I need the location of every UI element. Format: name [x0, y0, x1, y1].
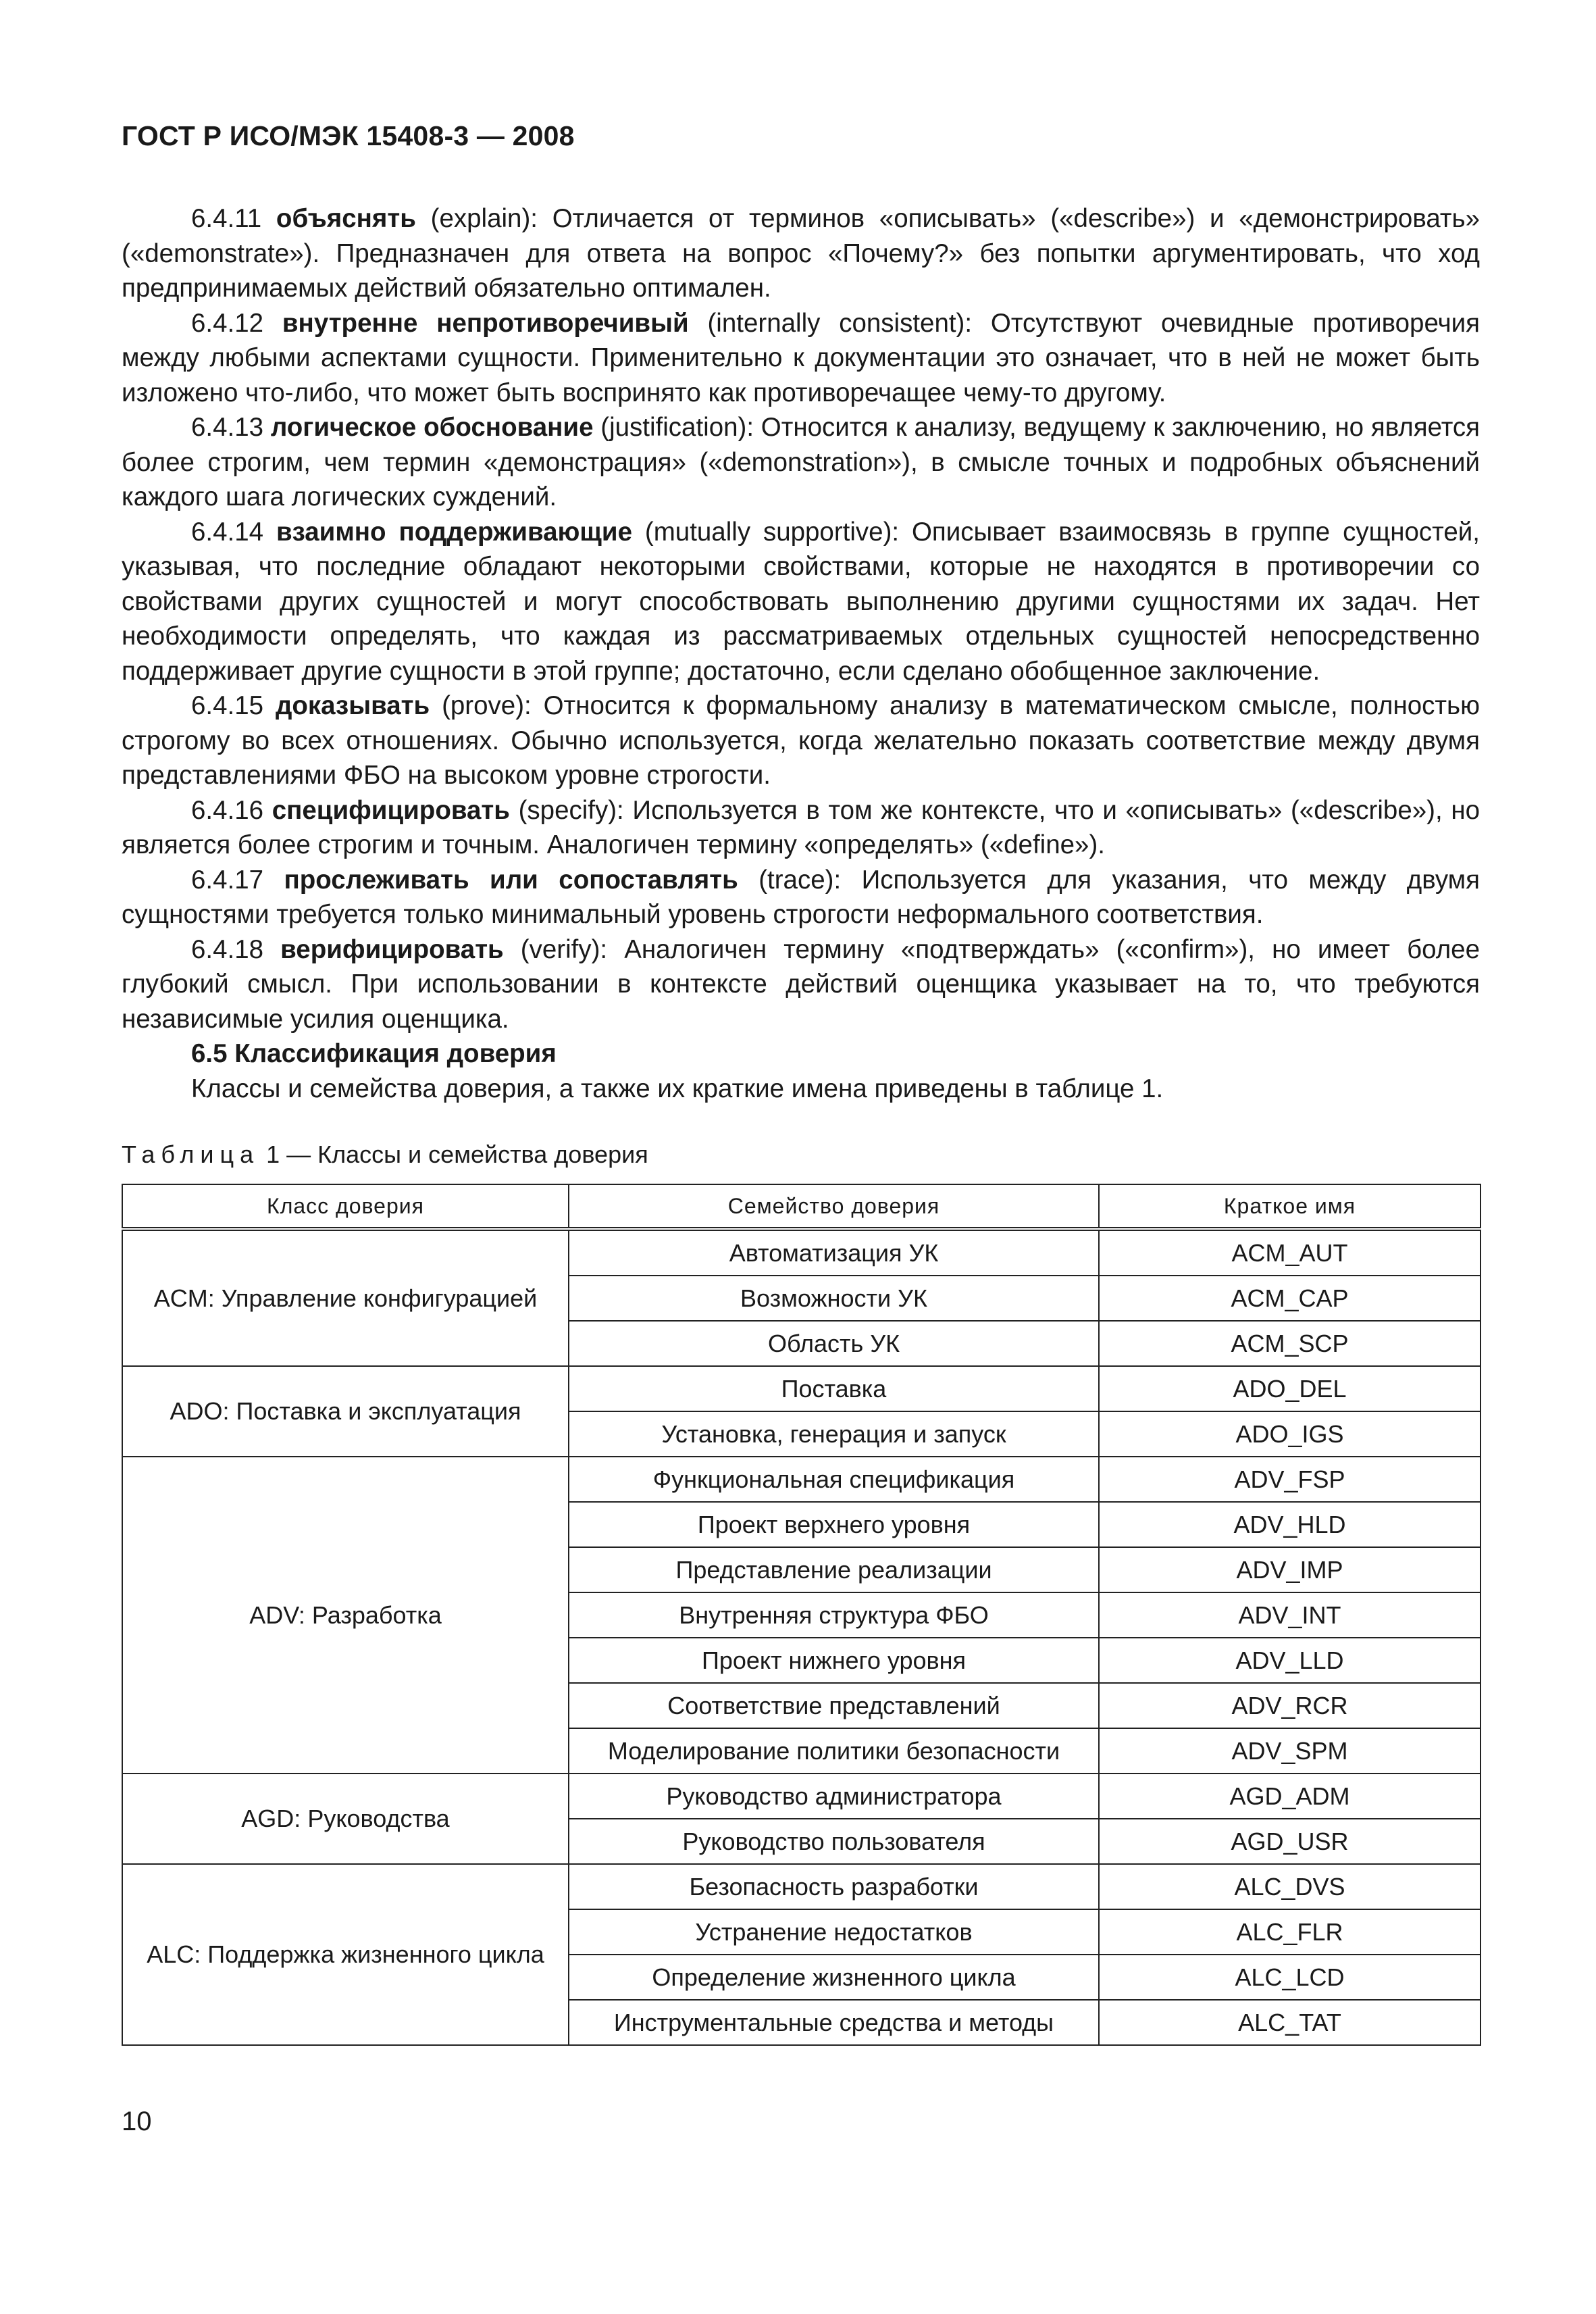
header-family: Семейство доверия: [569, 1184, 1099, 1229]
definition-paragraph: [122, 515, 1480, 689]
definition-term: объяснять: [276, 204, 416, 233]
definition-term: логическое обоснование: [270, 413, 594, 442]
short-name-cell: ACM_CAP: [1099, 1276, 1481, 1321]
assurance-family-cell: Инструментальные средства и методы: [569, 2000, 1099, 2045]
table-caption-text: 1 — Классы и семейства доверия: [259, 1140, 648, 1168]
definition-paragraph: [122, 793, 1480, 863]
short-name-cell: ADV_INT: [1099, 1592, 1481, 1638]
definition-text: (explain): Отличается от терминов «описывать» («describe») и «демонстрировать» («demonstrate»). Предназначен для ответа на вопрос «Почему?» без попытки аргументировать, что ход предпринимаемых действий обязательно оптимален.: [122, 204, 1481, 303]
assurance-family-cell: Проект верхнего уровня: [569, 1502, 1099, 1547]
definition-number: 6.4.14: [191, 517, 264, 547]
table-row: [122, 1366, 1481, 1411]
section-paragraph: Классы и семейства доверия, а также их краткие имена приведены в таблице 1.: [191, 1074, 1164, 1103]
definition-term: прослеживать или сопоставлять: [284, 865, 738, 895]
short-name-cell: ADO_DEL: [1099, 1366, 1481, 1411]
definition-paragraph: [122, 410, 1480, 515]
definition-paragraph: [122, 863, 1480, 932]
short-name-cell: ADV_SPM: [1099, 1728, 1481, 1774]
definition-term: специфицировать: [272, 795, 510, 825]
short-name-cell: ALC_DVS: [1099, 1864, 1481, 1909]
definition-text: (justification): Относится к анализу, ведущему к заключению, но является более строгим, чем термин «демонстрация» («demonstration»), в смысле точных и подробных объяснений каждого шага логических суждений.: [122, 413, 1481, 511]
header-class: Класс доверия: [122, 1184, 569, 1229]
short-name-cell: ADV_HLD: [1099, 1502, 1481, 1547]
definition-paragraph: [122, 932, 1480, 1037]
assurance-class-cell: AGD: Руководства: [122, 1774, 569, 1864]
table-caption-label: Таблица: [122, 1140, 260, 1168]
short-name-cell: AGD_ADM: [1099, 1774, 1481, 1819]
definition-number: 6.4.18: [191, 934, 264, 964]
definition-paragraph: [122, 201, 1480, 306]
definition-text: (verify): Аналогичен термину «подтверждать» («confirm»), но имеет более глубокий смысл. При использовании в контексте действий оценщика указывает на то, что требуются независимые усилия оценщика.: [122, 934, 1480, 1034]
short-name-cell: ACM_AUT: [1099, 1229, 1481, 1276]
document-header: ГОСТ Р ИСО/МЭК 15408-3 — 2008: [122, 120, 575, 151]
short-name-cell: ALC_TAT: [1099, 2000, 1481, 2045]
definition-text: (trace): Используется для указания, что между двумя сущностями требуется только минимальный уровень строгости неформального соответствия.: [122, 865, 1480, 929]
short-name-cell: AGD_USR: [1099, 1819, 1481, 1864]
definition-paragraph: [122, 688, 1480, 793]
table-row: [122, 1457, 1481, 1502]
definitions-list: [122, 201, 1480, 1036]
short-name-cell: ADV_RCR: [1099, 1683, 1481, 1728]
assurance-family-cell: Представление реализации: [569, 1547, 1099, 1592]
assurance-classes-table: [122, 1184, 1481, 2046]
definition-paragraph: [122, 306, 1480, 411]
assurance-family-cell: Возможности УК: [569, 1276, 1099, 1321]
table-header-row: [122, 1184, 1481, 1229]
assurance-family-cell: Определение жизненного цикла: [569, 1955, 1099, 2000]
short-name-cell: ADV_FSP: [1099, 1457, 1481, 1502]
definition-number: 6.4.15: [191, 691, 264, 720]
definition-number: 6.4.13: [191, 413, 264, 442]
assurance-class-cell: ADO: Поставка и эксплуатация: [122, 1366, 569, 1457]
assurance-family-cell: Поставка: [569, 1366, 1099, 1411]
definition-text: (internally consistent): Отсутствуют очевидные противоречия между любыми аспектами сущности. Применительно к документации это означает, что в ней не может быть изложено что-либо, что может быть воспринято как противоречащее чему-то другому.: [122, 308, 1480, 407]
assurance-family-cell: Установка, генерация и запуск: [569, 1411, 1099, 1457]
table-caption: [122, 1140, 648, 1169]
assurance-family-cell: Функциональная спецификация: [569, 1457, 1099, 1502]
table-container: [122, 1184, 1480, 2046]
section-heading: 6.5 Классификация доверия: [191, 1039, 557, 1068]
short-name-cell: ADV_LLD: [1099, 1638, 1481, 1683]
assurance-family-cell: Безопасность разработки: [569, 1864, 1099, 1909]
table-row: [122, 1229, 1481, 1276]
short-name-cell: ADV_IMP: [1099, 1547, 1481, 1592]
assurance-family-cell: Руководство пользователя: [569, 1819, 1099, 1864]
assurance-family-cell: Устранение недостатков: [569, 1909, 1099, 1955]
table-row: [122, 1774, 1481, 1819]
definition-text: (specify): Используется в том же контексте, что и «описывать» («describe»), но является более строгим и точным. Аналогичен термину «определять» («define»).: [122, 795, 1480, 859]
definition-text: (prove): Относится к формальному анализу в математическом смысле, полностью строгому во всех отношениях. Обычно используется, когда желательно показать соответствие между двумя представлениями ФБО на высоком уровне строгости.: [122, 691, 1480, 790]
definition-number: 6.4.17: [191, 865, 264, 895]
assurance-family-cell: Внутренняя структура ФБО: [569, 1592, 1099, 1638]
header-short-name: Краткое имя: [1099, 1184, 1481, 1229]
definition-text: (mutually supportive): Описывает взаимосвязь в группе сущностей, указывая, что последние обладают некоторыми свойствами, которые не находятся в противоречии со свойствами других сущностей и могут способствовать выполнению другими сущностями их задач. Нет необходимости определять, что каждая из рассматриваемых отдельных сущностей непосредственно поддерживает другие сущности в этой группе; достаточно, если сделано обобщенное заключение.: [122, 517, 1480, 686]
assurance-family-cell: Область УК: [569, 1321, 1099, 1366]
assurance-family-cell: Проект нижнего уровня: [569, 1638, 1099, 1683]
assurance-family-cell: Автоматизация УК: [569, 1229, 1099, 1276]
short-name-cell: ACM_SCP: [1099, 1321, 1481, 1366]
body-text: [122, 201, 1480, 1106]
table-body: [122, 1229, 1481, 2045]
table-row: [122, 1864, 1481, 1909]
assurance-family-cell: Руководство администратора: [569, 1774, 1099, 1819]
assurance-class-cell: ALC: Поддержка жизненного цикла: [122, 1864, 569, 2045]
definition-term: доказывать: [275, 691, 430, 720]
short-name-cell: ADO_IGS: [1099, 1411, 1481, 1457]
short-name-cell: ALC_LCD: [1099, 1955, 1481, 2000]
page-number: 10: [122, 2107, 152, 2136]
short-name-cell: ALC_FLR: [1099, 1909, 1481, 1955]
definition-term: внутренне непротиворечивый: [282, 308, 689, 338]
assurance-class-cell: ADV: Разработка: [122, 1457, 569, 1774]
definition-term: взаимно поддерживающие: [276, 517, 632, 547]
assurance-class-cell: ACM: Управление конфигурацией: [122, 1229, 569, 1366]
definition-number: 6.4.16: [191, 795, 264, 825]
assurance-family-cell: Соответствие представлений: [569, 1683, 1099, 1728]
assurance-family-cell: Моделирование политики безопасности: [569, 1728, 1099, 1774]
definition-term: верифицировать: [280, 934, 504, 964]
definition-number: 6.4.11: [191, 204, 262, 233]
definition-number: 6.4.12: [191, 308, 264, 338]
